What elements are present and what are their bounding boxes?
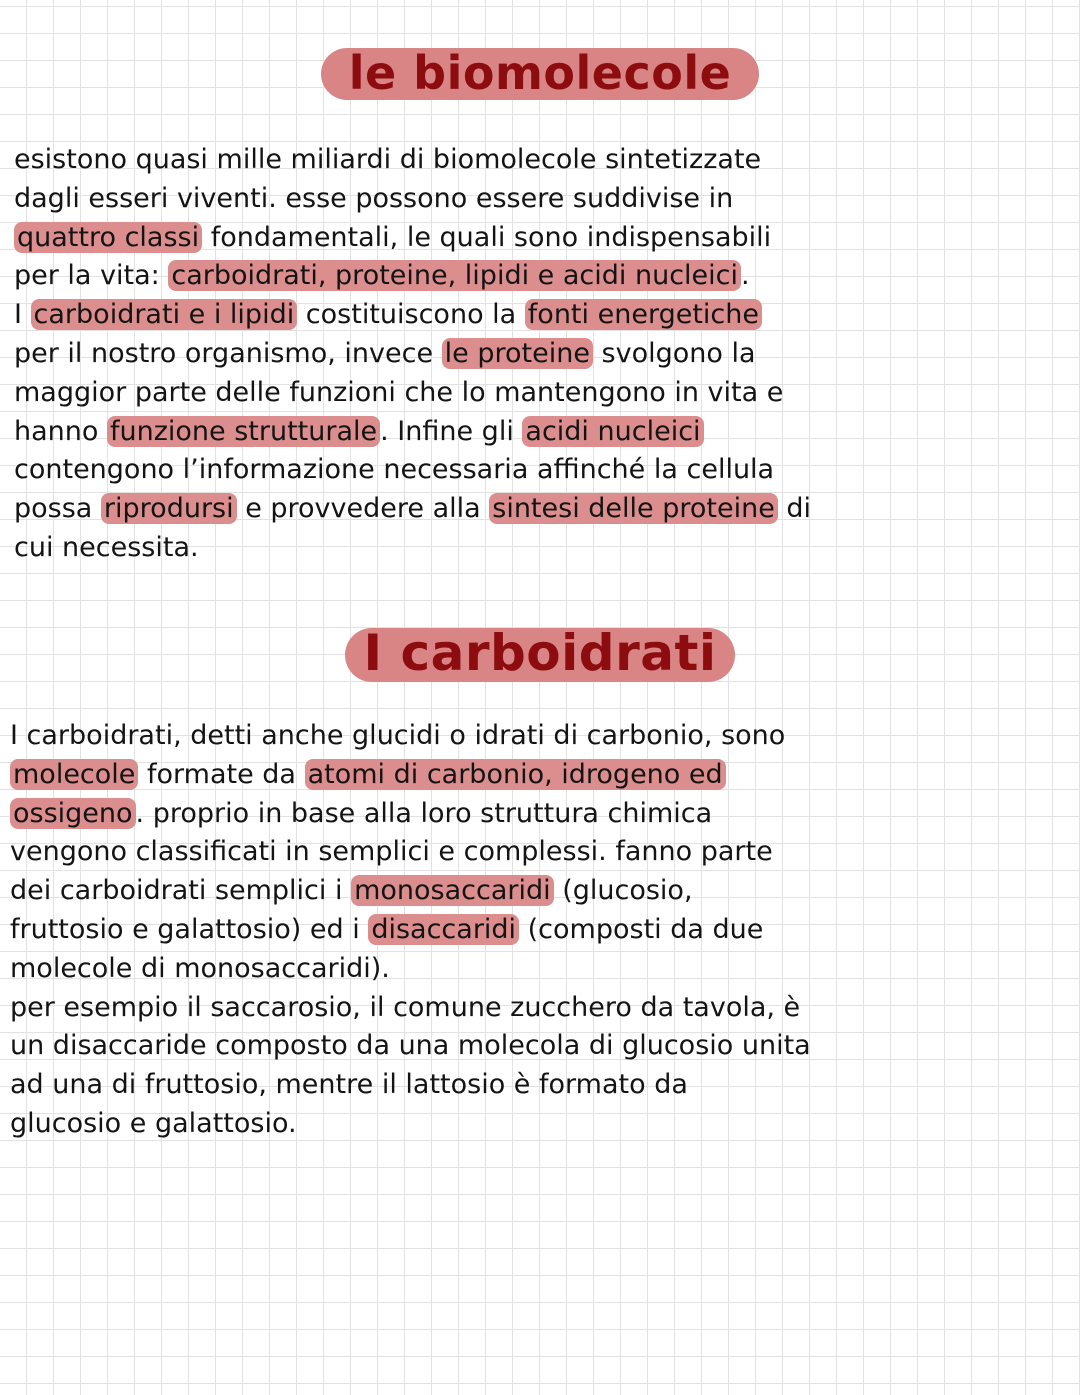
text-segment: . proprio in base alla loro struttura chimica (135, 797, 713, 829)
highlighted-term: ossigeno (10, 798, 136, 829)
highlighted-term: acidi nucleici (522, 416, 703, 447)
text-line (14, 451, 811, 490)
text-segment: molecole di monosaccaridi). (10, 952, 390, 984)
text-segment: cui necessita. (14, 531, 199, 563)
text-segment: fruttosio e galattosio) ed i (10, 913, 369, 945)
text-line (14, 490, 811, 529)
text-segment: di (777, 493, 812, 525)
text-line (14, 296, 811, 335)
text-segment: possa (14, 493, 101, 525)
highlighted-term: le proteine (442, 338, 593, 369)
text-segment: e provvedere alla (236, 493, 490, 525)
text-line (10, 950, 811, 989)
highlighted-term: fonti energetiche (525, 299, 762, 330)
highlighted-term: quattro classi (14, 222, 202, 253)
text-line (14, 257, 811, 296)
text-segment: per il nostro organismo, invece (14, 337, 442, 369)
highlighted-term: sintesi delle proteine (489, 493, 778, 524)
highlighted-term: atomi di carbonio, idrogeno ed (305, 759, 726, 790)
highlighted-term: riprodursi (101, 493, 237, 524)
text-segment: svolgono la (592, 337, 756, 369)
text-line (10, 1027, 811, 1066)
text-line (14, 180, 811, 219)
text-segment: fondamentali, le quali sono indispensabili (202, 221, 772, 253)
text-segment: dei carboidrati semplici i (10, 875, 352, 907)
section-title-biomolecole: le biomolecole (321, 48, 760, 100)
paragraph-carboidrati (10, 717, 811, 1144)
text-segment: . (741, 260, 750, 292)
text-line (10, 1105, 811, 1144)
text-line (10, 756, 811, 795)
section-title-wrap-carboidrati (0, 624, 1080, 682)
text-segment: per la vita: (14, 260, 169, 292)
text-segment: per esempio il saccarosio, il comune zucchero da tavola, è (10, 991, 801, 1023)
text-segment: ad una di fruttosio, mentre il lattosio è formato da (10, 1069, 688, 1101)
highlighted-term: disaccaridi (368, 914, 519, 945)
highlighted-term: carboidrati, proteine, lipidi e acidi nucleici (168, 260, 741, 291)
text-segment: . Infine gli (380, 415, 523, 447)
text-segment: dagli esseri viventi. esse possono essere suddivise in (14, 182, 734, 214)
text-segment: costituiscono la (297, 299, 525, 331)
text-segment: formate da (138, 758, 305, 790)
text-line (14, 335, 811, 374)
text-line (10, 911, 811, 950)
text-segment: hanno (14, 415, 107, 447)
text-line (10, 989, 811, 1028)
highlighted-term: carboidrati e i lipidi (31, 299, 298, 330)
text-line (14, 141, 811, 180)
section-title-wrap-biomolecole (0, 48, 1080, 100)
text-segment: esistono quasi mille miliardi di biomolecole sintetizzate (14, 144, 762, 175)
text-segment: maggior parte delle funzioni che lo mantengono in vita e (14, 376, 784, 408)
text-segment: (glucosio, (553, 875, 693, 907)
text-line (14, 529, 811, 568)
text-line (10, 833, 811, 872)
text-line (14, 374, 811, 413)
text-line (14, 219, 811, 258)
text-segment: I (14, 299, 31, 331)
highlighted-term: funzione strutturale (107, 416, 380, 447)
text-segment: contengono l’informazione necessaria affinché la cellula (14, 454, 775, 486)
text-segment: I carboidrati, detti anche glucidi o idrati di carbonio, sono (10, 720, 786, 751)
text-segment: glucosio e galattosio. (10, 1107, 297, 1139)
text-line (10, 795, 811, 834)
text-line (14, 413, 811, 452)
text-segment: (composti da due (519, 913, 764, 945)
highlighted-term: molecole (10, 759, 138, 790)
text-segment: vengono classificati in semplici e complessi. fanno parte (10, 836, 773, 868)
text-segment: un disaccaride composto da una molecola di glucosio unita (10, 1030, 811, 1062)
text-line (10, 717, 811, 756)
text-line (10, 872, 811, 911)
section-title-carboidrati: I carboidrati (345, 628, 734, 682)
highlighted-term: monosaccaridi (351, 875, 554, 906)
text-line (10, 1066, 811, 1105)
paragraph-biomolecole (14, 141, 811, 568)
